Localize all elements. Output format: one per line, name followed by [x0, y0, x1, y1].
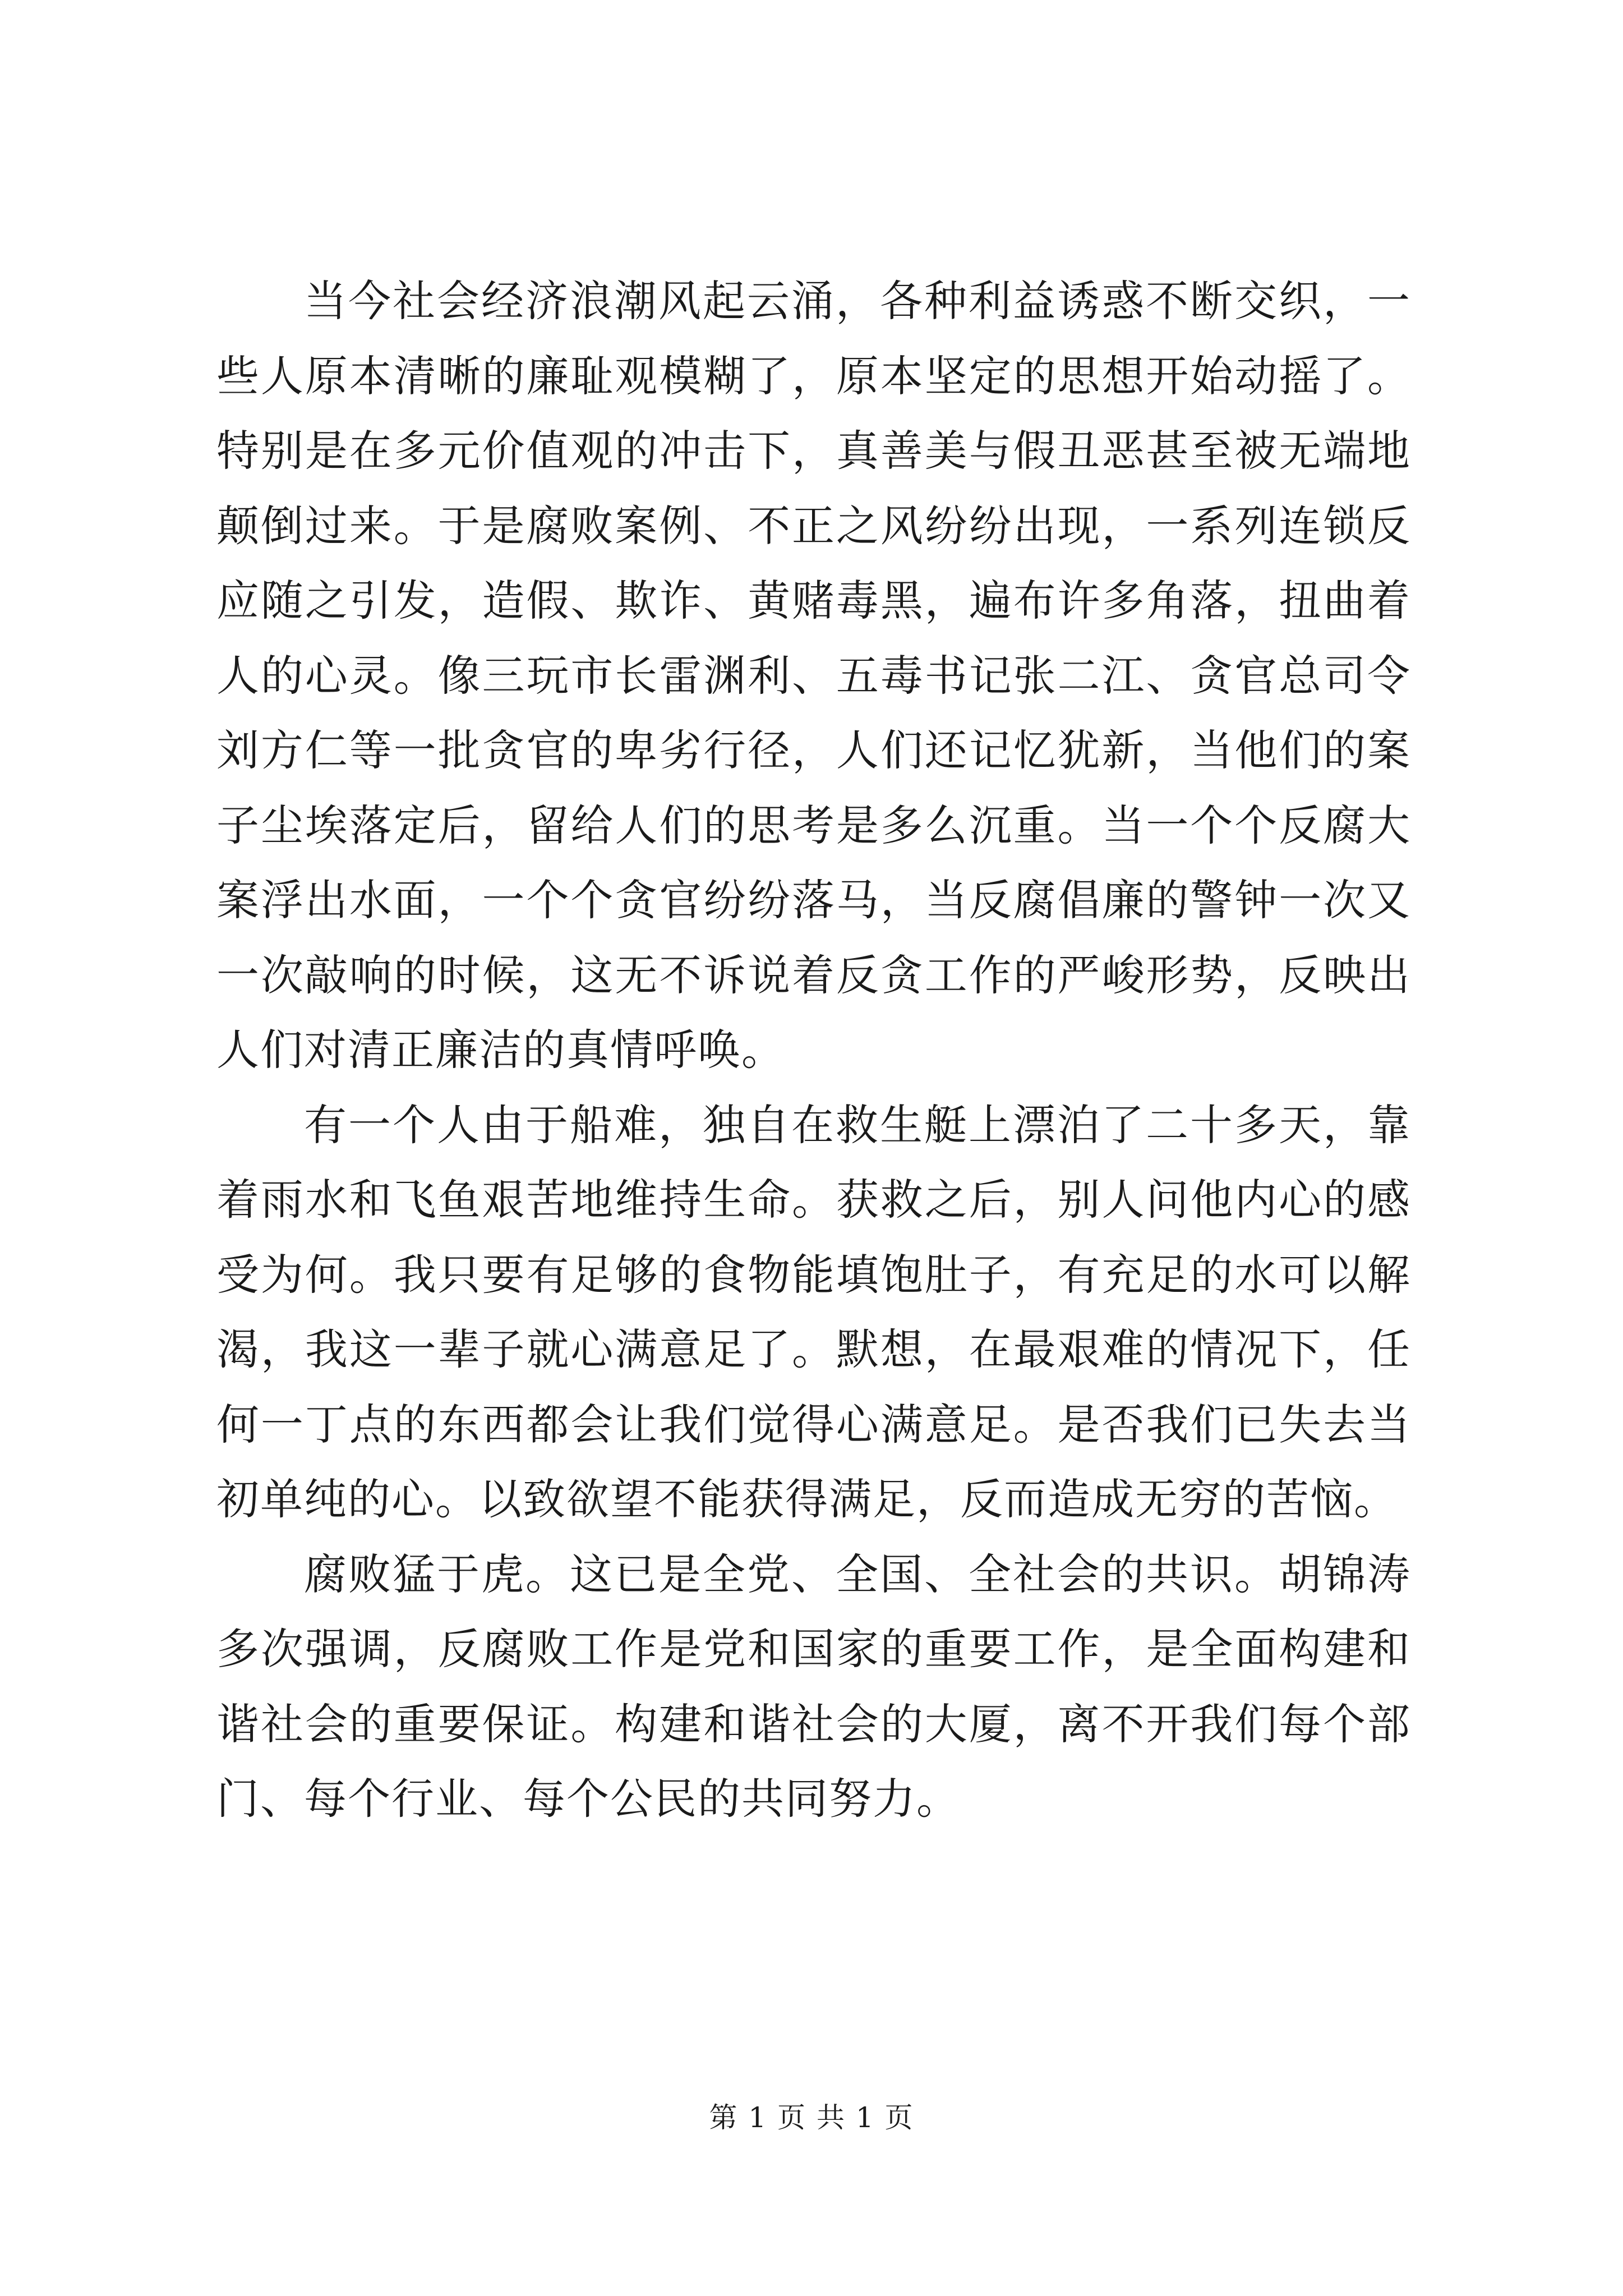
paragraph-2: 有一个人由于船难，独自在救生艇上漂泊了二十多天，靠着雨水和飞鱼艰苦地维持生命。获救之后，别人问他内心的感受为何。我只要有足够的食物能填饱肚子，有充足的水可以解渴，我这一辈子就心满意足了。默想，在最艰难的情况下，任何一丁点的东西都会让我们觉得心满意足。是否我们已失去当初单纯的心。以致欲望不能获得满足，反而造成无穷的苦恼。	[216, 1099, 1411, 1524]
document-body	[216, 264, 1411, 1837]
paragraph-1: 当今社会经济浪潮风起云涌，各种利益诱惑不断交织，一些人原本清晰的廉耻观模糊了，原本坚定的思想开始动摇了。特别是在多元价值观的冲击下，真善美与假丑恶甚至被无端地颠倒过来。于是腐败案例、不正之风纷纷出现，一系列连锁反应随之引发，造假、欺诈、黄赌毒黑，遍布许多角落，扭曲着人的心灵。像三玩市长雷渊利、五毒书记张二江、贪官总司令刘方仁等一批贪官的卑劣行径，人们还记忆犹新，当他们的案子尘埃落定后，留给人们的思考是多么沉重。当一个个反腐大案浮出水面，一个个贪官纷纷落马，当反腐倡廉的警钟一次又一次敲响的时候，这无不诉说着反贪工作的严峻形势，反映出人们对清正廉洁的真情呼唤。	[216, 276, 1411, 1075]
paragraph-3: 腐败猛于虎。这已是全党、全国、全社会的共识。胡锦涛多次强调，反腐败工作是党和国家的重要工作，是全面构建和谐社会的重要保证。构建和谐社会的大厦，离不开我们每个部门、每个行业、每个公民的共同努力。	[216, 1549, 1411, 1824]
page-number-footer: 第 1 页 共 1 页	[709, 2101, 914, 2134]
